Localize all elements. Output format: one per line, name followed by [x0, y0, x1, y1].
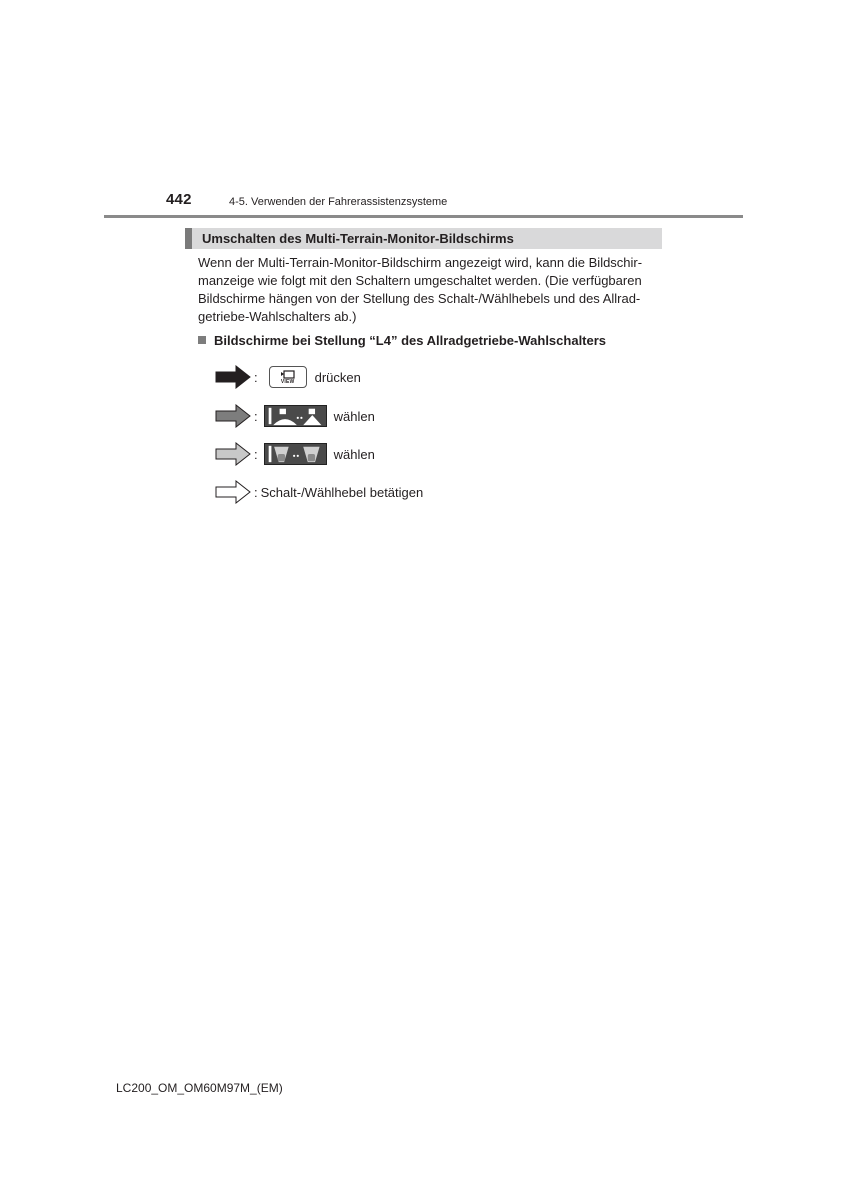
arrow-black-icon — [215, 365, 251, 389]
intro-line: Wenn der Multi-Terrain-Monitor-Bildschirm angezeigt wird, kann die Bildschir- — [198, 255, 643, 270]
arrow-dark-gray-icon — [215, 404, 251, 428]
front-side-view-screen-icon — [264, 405, 327, 427]
sub-heading — [198, 333, 606, 348]
intro-line: Bildschirme hängen von der Stellung des Schalt-/Wählhebels und des Allrad- — [198, 291, 641, 306]
legend-row-view-button — [215, 364, 361, 390]
legend-action-text: drücken — [314, 369, 361, 385]
section-title-bar — [185, 228, 662, 249]
intro-paragraph — [198, 254, 660, 326]
legend-colon: : — [254, 408, 258, 424]
legend-action-text: Schalt-/Wählhebel betätigen — [260, 484, 424, 500]
chapter-title: 4-5. Verwenden der Fahrerassistenzsysteme — [229, 196, 448, 208]
under-vehicle-view-screen-icon — [264, 443, 327, 465]
section-title: Umschalten des Multi-Terrain-Monitor-Bildschirms — [202, 231, 514, 246]
legend-colon: : — [254, 369, 258, 385]
page-number: 442 — [166, 191, 192, 208]
view-button-label: VIEW — [280, 378, 295, 385]
legend-action-text: wählen — [333, 446, 375, 462]
intro-line: manzeige wie folgt mit den Schaltern umgeschaltet werden. (Die verfügbaren — [198, 273, 642, 288]
legend-action-text: wählen — [333, 408, 375, 424]
legend-row-under-vehicle-view — [215, 441, 375, 467]
legend-colon: : — [254, 484, 258, 500]
camera-icon — [281, 370, 295, 379]
sub-heading-text: Bildschirme bei Stellung “L4” des Allradgetriebe-Wahlschalters — [214, 333, 607, 348]
view-button-icon — [269, 366, 307, 388]
footer-document-code: LC200_OM_OM60M97M_(EM) — [116, 1081, 283, 1095]
arrow-outline-icon — [215, 480, 251, 504]
legend-row-shift-lever — [215, 479, 423, 505]
square-bullet-icon — [198, 336, 206, 344]
legend-colon: : — [254, 446, 258, 462]
arrow-light-gray-icon — [215, 442, 251, 466]
header-rule — [104, 215, 743, 218]
intro-line: getriebe-Wahlschalters ab.) — [198, 309, 357, 324]
legend-row-front-side-view — [215, 403, 375, 429]
